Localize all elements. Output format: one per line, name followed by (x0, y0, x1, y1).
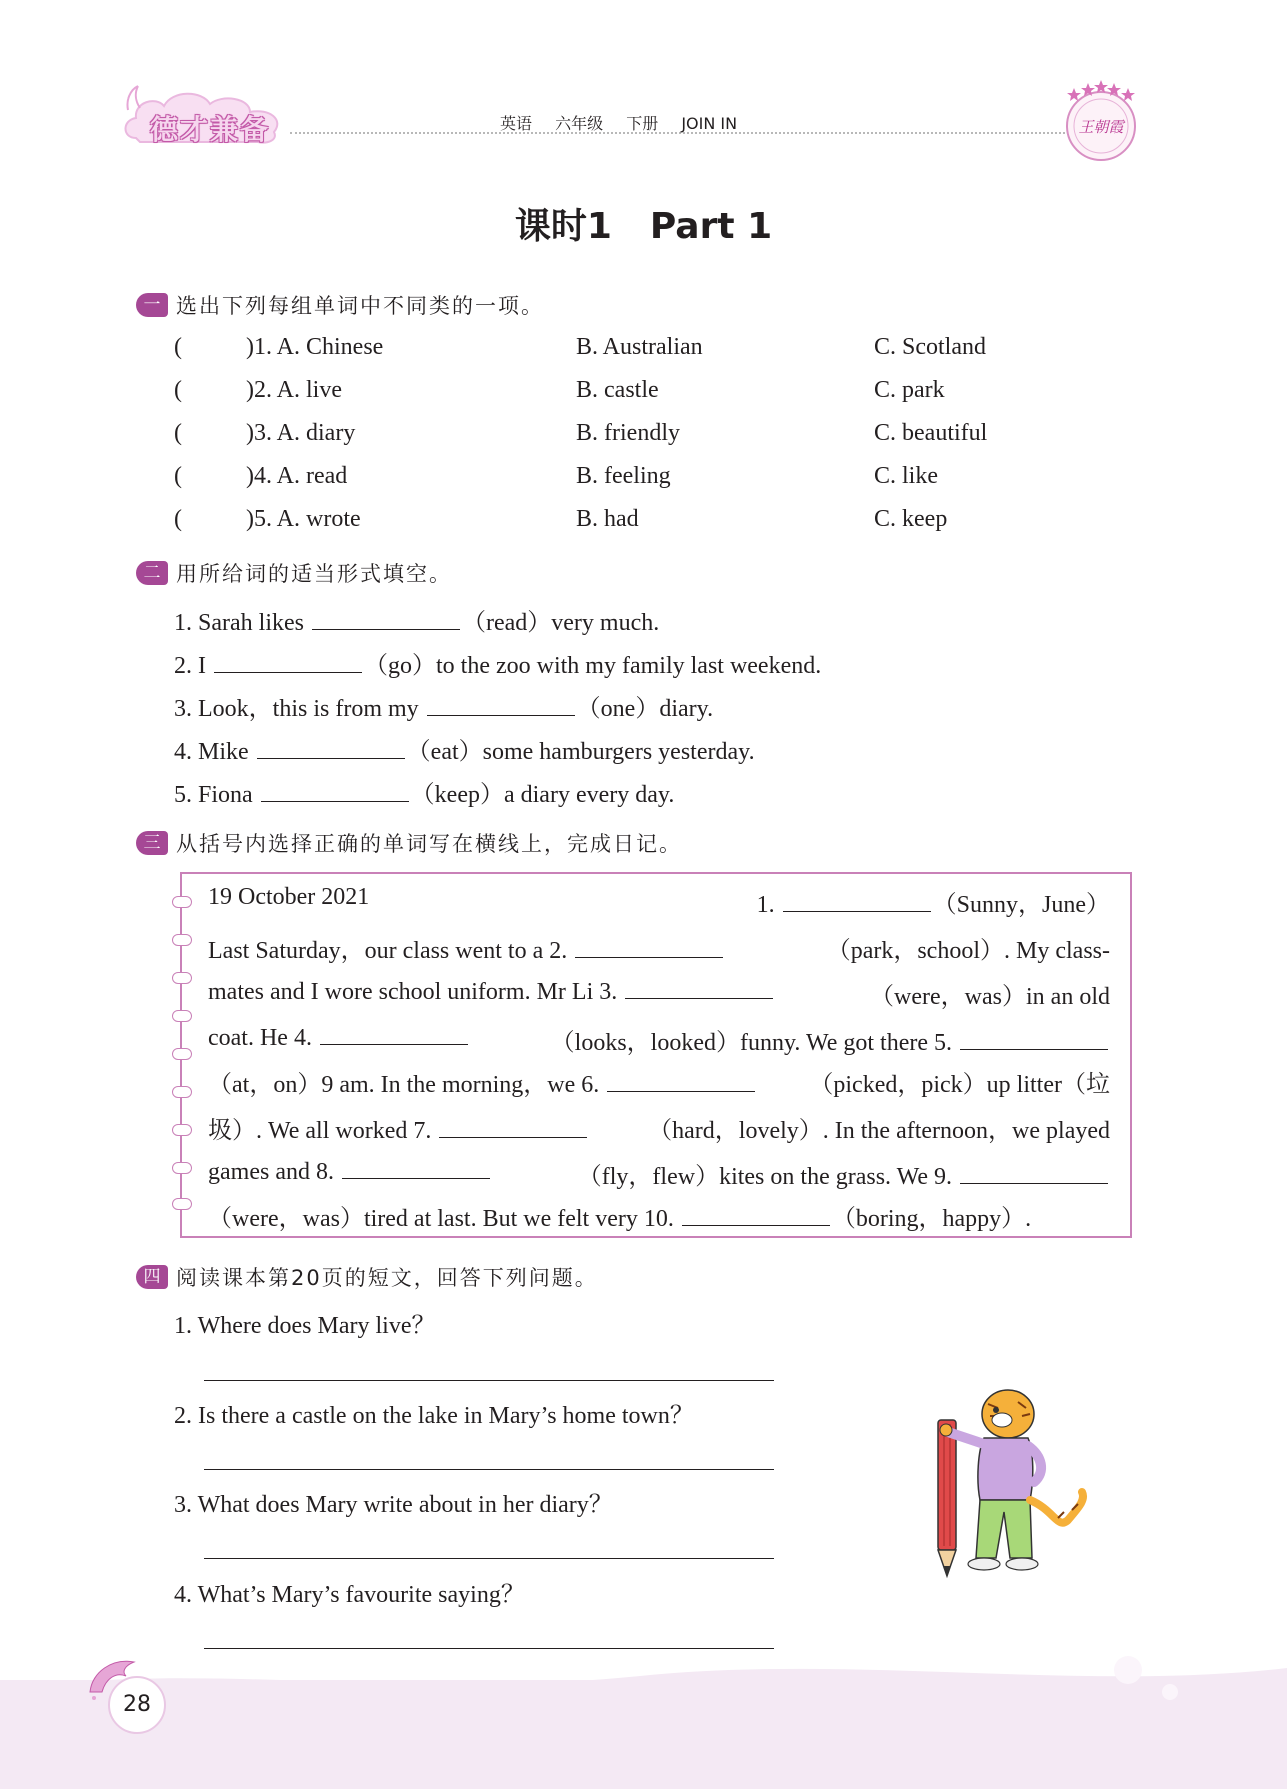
tiger-icon (918, 1380, 1096, 1580)
ring-binder-icon (172, 896, 192, 908)
ring-binder-icon (172, 1162, 192, 1174)
footer-wave-decoration (0, 1640, 1287, 1720)
section-number: 一 (136, 293, 168, 317)
option-b: B. castle (576, 377, 659, 403)
header-subject: 英语 (500, 114, 533, 133)
option-b: B. had (576, 506, 639, 532)
header-volume: 下册 (626, 114, 659, 133)
fill-blank[interactable] (214, 650, 362, 673)
answer-paren[interactable]: ( (174, 506, 182, 532)
answer-paren[interactable]: ( (174, 377, 182, 403)
section-instruction: 阅读课本第20页的短文，回答下列问题。 (176, 1266, 598, 1290)
sentence-start: 2. I (174, 653, 206, 679)
diary-text: coat. He 4. (208, 1025, 312, 1051)
page-title (0, 198, 1287, 249)
tiger-with-pencil-illustration (918, 1380, 1096, 1580)
sentence-start: 4. Mike (174, 739, 249, 765)
answer-paren[interactable]: ( (174, 420, 182, 446)
ring-binder-icon (172, 1124, 192, 1136)
diary-text: 圾）. We all worked 7. (208, 1118, 432, 1144)
diary-text: games and 8. (208, 1159, 334, 1185)
answer-line[interactable] (204, 1558, 774, 1559)
sentence-end: （go）to the zoo with my family last weekend. (364, 653, 822, 679)
section-instruction: 用所给词的适当形式填空。 (176, 562, 452, 586)
fill-blank[interactable] (960, 1161, 1108, 1184)
section-1-header (136, 292, 544, 318)
option-c: C. keep (874, 506, 948, 532)
answer-paren[interactable]: ( (174, 463, 182, 489)
section-number: 三 (136, 831, 168, 855)
fill-blank[interactable] (960, 1027, 1108, 1050)
sentence-end: （one）diary. (576, 696, 714, 722)
question: 3. What does Mary write about in her diary？ (174, 1492, 613, 1518)
fill-blank[interactable] (575, 935, 723, 958)
ring-binder-icon (172, 1048, 192, 1060)
diary-text: （at，on）9 am. In the morning，we 6. (208, 1072, 600, 1098)
fill-blank[interactable] (439, 1115, 587, 1138)
diary-text: （boring，happy）. (831, 1206, 1032, 1232)
list-item (174, 731, 755, 766)
fill-blank[interactable] (625, 976, 773, 999)
diary-text: （picked，pick）up litter（垃 (809, 1072, 1110, 1098)
diary-date: 19 October 2021 (208, 884, 370, 910)
diary-text: （were，was）in an old (870, 984, 1110, 1010)
page-number: 28 (108, 1676, 166, 1734)
brand-text: 德才兼备 (150, 113, 271, 146)
diary-line (208, 1022, 1110, 1057)
list-item (174, 688, 713, 723)
section-4-header (136, 1264, 598, 1290)
sentence-end: （keep）a diary every day. (410, 782, 675, 808)
section-2-header (136, 560, 452, 586)
diary-line (208, 1110, 1110, 1145)
fill-blank[interactable] (342, 1156, 490, 1179)
diary-line (208, 1064, 1110, 1099)
blank-options: （Sunny，June） (932, 892, 1110, 918)
seal-text: 王朝霞 (1078, 118, 1124, 136)
ring-binder-icon (172, 1010, 192, 1022)
list-item (174, 645, 821, 680)
diary-text: Last Saturday，our class went to a 2. (208, 938, 568, 964)
header-series: JOIN IN (681, 114, 738, 133)
fill-blank[interactable] (261, 779, 409, 802)
part-label: Part 1 (649, 206, 773, 247)
sentence-end: （eat）some hamburgers yesterday. (406, 739, 755, 765)
diary-line (208, 930, 1110, 965)
lesson-label: 课时1 (514, 206, 612, 247)
list-item (174, 506, 361, 533)
list-item (174, 602, 659, 637)
fill-blank[interactable] (682, 1203, 830, 1226)
sentence-start: 1. Sarah likes (174, 610, 304, 636)
diary-text: （park，school）. My class- (826, 938, 1110, 964)
fill-blank[interactable] (607, 1069, 755, 1092)
option-b: B. Australian (576, 334, 703, 360)
diary-line (208, 1156, 1110, 1191)
question: 2. Is there a castle on the lake in Mary’s home town？ (174, 1403, 694, 1429)
ring-binder-icon (172, 934, 192, 946)
answer-paren[interactable]: ( (174, 334, 182, 360)
option-c: C. park (874, 377, 945, 403)
list-item (174, 774, 674, 809)
diary-text: （hard，lovely）. In the afternoon，we played (648, 1118, 1110, 1144)
option-a: )4. A. read (246, 463, 348, 489)
list-item (174, 377, 342, 404)
diary-text: （were，was）tired at last. But we felt very 10. (208, 1206, 674, 1232)
list-item (174, 420, 355, 447)
option-a: )1. A. Chinese (246, 334, 384, 360)
fill-blank[interactable] (427, 693, 575, 716)
option-c: C. like (874, 463, 938, 489)
section-number: 四 (136, 1265, 168, 1289)
blank-number: 1. (756, 892, 775, 918)
option-c: C. Scotland (874, 334, 986, 360)
section-instruction: 选出下列每组单词中不同类的一项。 (176, 294, 544, 318)
option-a: )2. A. live (246, 377, 342, 403)
ring-binder-icon (172, 972, 192, 984)
fill-blank[interactable] (320, 1022, 468, 1045)
header-grade: 六年级 (555, 114, 604, 133)
diary-text: （looks，looked）funny. We got there 5. (550, 1030, 952, 1056)
fill-blank[interactable] (257, 736, 405, 759)
option-b: B. feeling (576, 463, 671, 489)
list-item (174, 463, 347, 490)
option-a: )3. A. diary (246, 420, 356, 446)
ring-binder-icon (172, 1086, 192, 1098)
diary-line (208, 1198, 1110, 1233)
option-b: B. friendly (576, 420, 680, 446)
answer-line[interactable] (204, 1380, 774, 1381)
brand-logo (118, 80, 298, 148)
answer-line[interactable] (204, 1469, 774, 1470)
question: 4. What’s Mary’s favourite saying？ (174, 1582, 525, 1608)
section-instruction: 从括号内选择正确的单词写在横线上，完成日记。 (176, 832, 682, 856)
fill-blank[interactable] (783, 889, 931, 912)
section-3-header (136, 830, 682, 856)
publisher-seal (1060, 78, 1142, 164)
question: 1. Where does Mary live？ (174, 1313, 436, 1339)
fill-blank[interactable] (312, 607, 460, 630)
diary-text: （fly，flew）kites on the grass. We 9. (577, 1164, 952, 1190)
header-meta (500, 111, 755, 134)
sentence-start: 3. Look，this is from my (174, 696, 419, 722)
diary-line (208, 976, 1110, 1011)
sentence-start: 5. Fiona (174, 782, 253, 808)
diary-text: mates and I wore school uniform. Mr Li 3. (208, 979, 618, 1005)
option-c: C. beautiful (874, 420, 988, 446)
diary-line (208, 884, 1110, 919)
list-item (174, 334, 383, 361)
sentence-end: （read）very much. (461, 610, 660, 636)
ring-binder-icon (172, 1198, 192, 1210)
option-a: )5. A. wrote (246, 506, 361, 532)
section-number: 二 (136, 561, 168, 585)
